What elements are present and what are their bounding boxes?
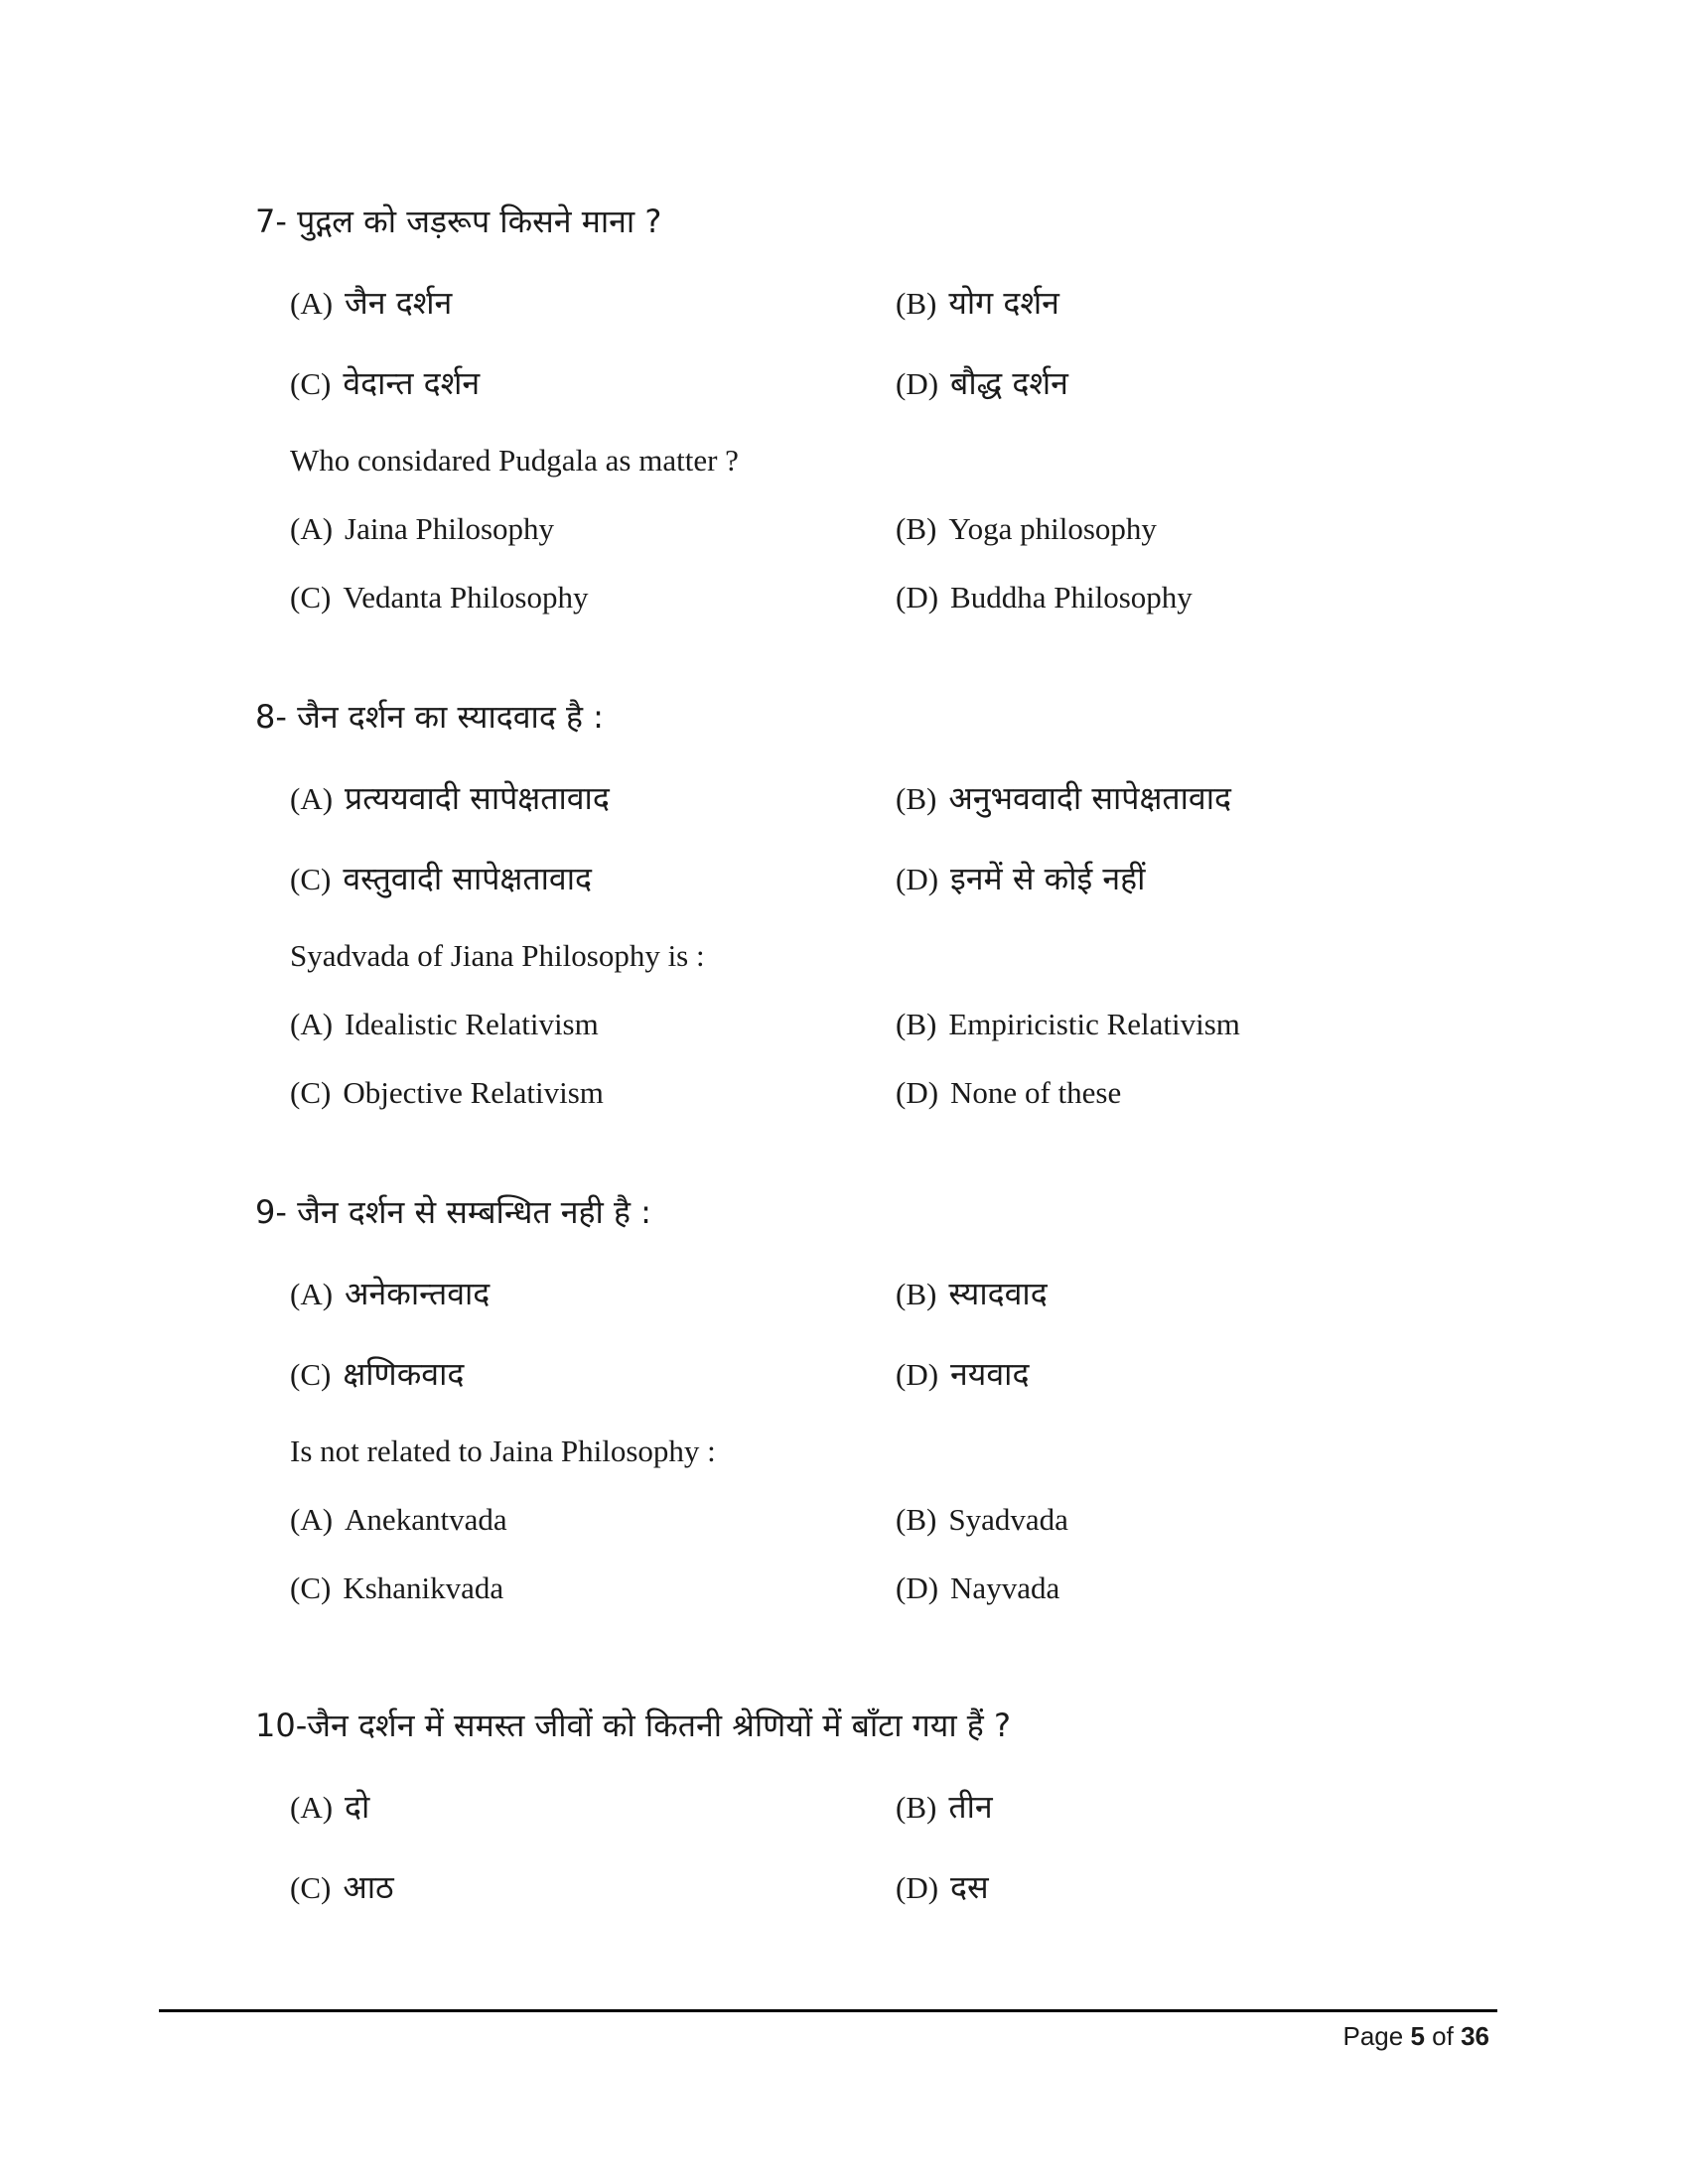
option-text: दो [345, 1788, 370, 1826]
option-mark: (A) [290, 1277, 334, 1311]
option-mark: (D) [896, 1570, 939, 1605]
page-total: 36 [1461, 2021, 1489, 2051]
option-text: Nayvada [950, 1570, 1060, 1605]
option-mark: (B) [896, 1502, 937, 1537]
option-mark: (D) [896, 1357, 939, 1392]
option-mark: (C) [290, 1870, 332, 1905]
q7-hindi-option-d [896, 363, 1068, 404]
option-text: स्यादवाद [948, 1275, 1048, 1312]
q8-english-option-b [896, 1005, 1240, 1044]
option-text: Jaina Philosophy [345, 511, 555, 546]
q9-hindi-option-c [290, 1354, 464, 1395]
option-text: जैन दर्शन [345, 284, 453, 322]
option-text: Vedanta Philosophy [343, 580, 589, 614]
q7-hindi-option-b [896, 283, 1059, 324]
q8-hindi-option-b [896, 778, 1231, 819]
q8-hindi-option-c [290, 859, 592, 899]
q10-hindi-option-d [896, 1867, 989, 1908]
option-text: प्रत्ययवादी सापेक्षतावाद [345, 779, 610, 817]
option-mark: (B) [896, 1277, 937, 1311]
option-text: अनेकान्तवाद [345, 1275, 491, 1312]
question-10-hindi [255, 1706, 1011, 1745]
q7-english-option-a [290, 509, 554, 549]
option-text: Idealistic Relativism [345, 1007, 599, 1041]
question-7-english: Who considared Pudgala as matter ? [290, 443, 739, 478]
q7-english-option-b [896, 509, 1157, 549]
option-text: वेदान्त दर्शन [343, 364, 481, 402]
option-text: आठ [343, 1868, 394, 1906]
option-text: वस्तुवादी सापेक्षतावाद [343, 860, 592, 897]
option-text: नयवाद [950, 1355, 1030, 1393]
option-mark: (A) [290, 511, 334, 546]
q8-hindi-option-d [896, 859, 1145, 899]
footer-divider [159, 2009, 1497, 2012]
option-mark: (A) [290, 1007, 334, 1041]
page-of-label: of [1432, 2021, 1454, 2051]
question-number: 9- [255, 1193, 287, 1231]
option-text: दस [950, 1868, 989, 1906]
option-mark: (C) [290, 366, 332, 401]
option-text: Yoga philosophy [948, 511, 1157, 546]
question-text: पुद्गल को जड़रूप किसने माना ? [297, 203, 662, 240]
question-text: जैन दर्शन में समस्त जीवों को कितनी श्रेणियों में बाँटा गया हैं ? [307, 1706, 1011, 1744]
q7-hindi-option-a [290, 283, 452, 324]
q8-english-option-a [290, 1005, 599, 1044]
option-mark: (C) [290, 1075, 332, 1110]
q10-hindi-option-a [290, 1787, 369, 1828]
question-9-hindi [255, 1192, 651, 1232]
option-mark: (B) [896, 781, 937, 816]
option-text: None of these [950, 1075, 1122, 1110]
option-text: इनमें से कोई नहीं [950, 860, 1146, 897]
option-text: क्षणिकवाद [343, 1355, 465, 1393]
option-text: Buddha Philosophy [950, 580, 1193, 614]
option-mark: (A) [290, 1502, 334, 1537]
question-text: जैन दर्शन का स्यादवाद है : [297, 698, 604, 736]
q7-english-option-d [896, 578, 1193, 617]
q9-hindi-option-a [290, 1274, 490, 1314]
option-mark: (B) [896, 286, 937, 321]
option-text: बौद्ध दर्शन [950, 364, 1068, 402]
option-text: अनुभववादी सापेक्षतावाद [948, 779, 1231, 817]
q7-hindi-option-c [290, 363, 480, 404]
question-number: 7- [255, 203, 287, 240]
option-mark: (B) [896, 1790, 937, 1825]
option-text: Syadvada [948, 1502, 1068, 1537]
q9-hindi-option-d [896, 1354, 1029, 1395]
option-text: Anekantvada [345, 1502, 507, 1537]
question-7-hindi [255, 202, 661, 241]
option-text: Empiricistic Relativism [948, 1007, 1240, 1041]
option-text: तीन [948, 1788, 993, 1826]
option-mark: (B) [896, 511, 937, 546]
option-mark: (D) [896, 1870, 939, 1905]
option-mark: (C) [290, 862, 332, 896]
option-mark: (A) [290, 781, 334, 816]
q9-english-option-b [896, 1500, 1068, 1540]
option-mark: (D) [896, 580, 939, 614]
option-mark: (A) [290, 1790, 334, 1825]
question-number: 8- [255, 698, 287, 736]
q9-hindi-option-b [896, 1274, 1048, 1314]
option-mark: (C) [290, 1357, 332, 1392]
q7-english-option-c [290, 578, 588, 617]
q10-hindi-option-c [290, 1867, 394, 1908]
question-8-hindi [255, 697, 604, 737]
q10-hindi-option-b [896, 1787, 993, 1828]
option-mark: (D) [896, 862, 939, 896]
q8-english-option-c [290, 1073, 604, 1113]
option-mark: (D) [896, 366, 939, 401]
page-number [1342, 2019, 1489, 2053]
option-text: Kshanikvada [343, 1570, 504, 1605]
question-9-english: Is not related to Jaina Philosophy : [290, 1433, 716, 1468]
question-number: 10- [255, 1706, 308, 1744]
option-mark: (C) [290, 1570, 332, 1605]
q8-hindi-option-a [290, 778, 610, 819]
option-mark: (D) [896, 1075, 939, 1110]
question-8-english: Syadvada of Jiana Philosophy is : [290, 938, 705, 973]
q8-english-option-d [896, 1073, 1121, 1113]
question-text: जैन दर्शन से सम्बन्धित नही है : [297, 1193, 651, 1231]
q9-english-option-a [290, 1500, 507, 1540]
q9-english-option-d [896, 1569, 1059, 1608]
option-mark: (C) [290, 580, 332, 614]
option-mark: (B) [896, 1007, 937, 1041]
q9-english-option-c [290, 1569, 503, 1608]
option-text: Objective Relativism [343, 1075, 604, 1110]
page-label: Page [1342, 2021, 1404, 2051]
option-mark: (A) [290, 286, 334, 321]
page-current: 5 [1410, 2021, 1425, 2051]
option-text: योग दर्शन [948, 284, 1059, 322]
